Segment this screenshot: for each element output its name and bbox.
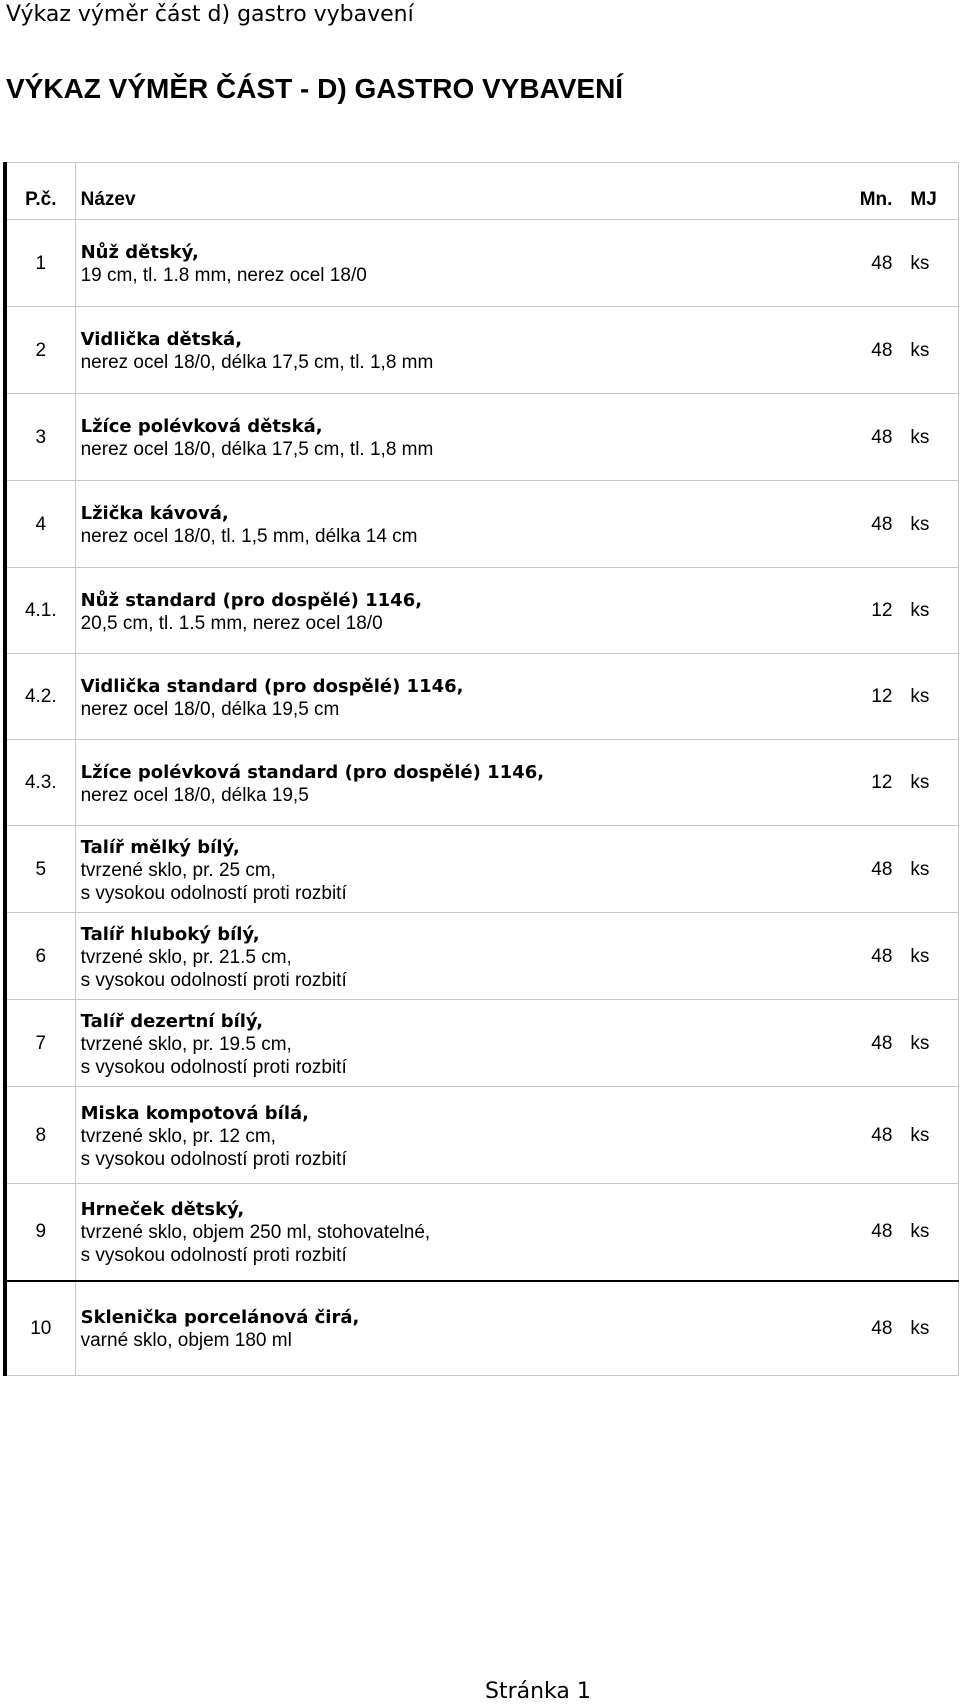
item-quantity: 48 — [838, 394, 910, 481]
item-quantity: 48 — [838, 1281, 910, 1376]
item-description — [75, 1000, 838, 1087]
item-title: Sklenička porcelánová čirá, — [80, 1307, 360, 1329]
item-quantity: 48 — [838, 481, 910, 568]
row-number: 8 — [5, 1087, 75, 1184]
item-unit: ks — [910, 913, 958, 1000]
table-row — [5, 913, 959, 1000]
item-title: Miska kompotová bílá, — [80, 1102, 309, 1124]
item-unit: ks — [910, 826, 958, 913]
item-quantity: 12 — [838, 740, 910, 826]
table-row — [5, 220, 959, 307]
table-body — [5, 220, 959, 1376]
item-description — [75, 1281, 838, 1376]
item-title: Nůž standard (pro dospělé) 1146, — [80, 589, 423, 611]
item-unit: ks — [910, 654, 958, 740]
item-spec-line: nerez ocel 18/0, délka 17,5 cm, tl. 1,8 mm — [80, 439, 434, 460]
item-quantity: 48 — [838, 826, 910, 913]
item-description — [75, 1184, 838, 1281]
item-spec-line: nerez ocel 18/0, délka 19,5 cm — [80, 698, 340, 720]
item-title: Talíř dezertní bílý, — [80, 1010, 264, 1032]
table-row — [5, 1281, 959, 1376]
item-spec-line: s vysokou odolností proti rozbití — [80, 969, 347, 991]
item-spec-line: s vysokou odolností proti rozbití — [80, 1056, 347, 1078]
item-unit: ks — [910, 481, 958, 568]
item-quantity: 48 — [838, 913, 910, 1000]
item-spec-line: tvrzené sklo, pr. 19.5 cm, — [80, 1033, 292, 1055]
item-description — [75, 568, 838, 654]
item-quantity: 48 — [838, 1087, 910, 1184]
table-row — [5, 1087, 959, 1184]
table-header-row — [5, 163, 959, 220]
header-unit: MJ — [910, 163, 958, 220]
item-unit: ks — [910, 1087, 958, 1184]
item-title: Vidlička standard (pro dospělé) 1146, — [80, 675, 464, 697]
item-description — [75, 740, 838, 826]
item-title: Lžíce polévková standard (pro dospělé) 1146, — [80, 761, 545, 783]
item-spec-line: nerez ocel 18/0, tl. 1,5 mm, délka 14 cm — [80, 526, 418, 547]
bill-of-quantities-table — [3, 162, 959, 1376]
row-number: 4.1. — [5, 568, 75, 654]
item-title: Talíř hluboký bílý, — [80, 923, 260, 945]
items-table — [3, 162, 959, 1376]
item-description — [75, 220, 838, 307]
item-quantity: 12 — [838, 568, 910, 654]
item-unit: ks — [910, 307, 958, 394]
table-row — [5, 1184, 959, 1281]
item-spec-line: 20,5 cm, tl. 1.5 mm, nerez ocel 18/0 — [80, 612, 383, 634]
row-number: 3 — [5, 394, 75, 481]
item-description — [75, 654, 838, 740]
item-title: Nůž dětský, — [80, 242, 199, 263]
row-number: 6 — [5, 913, 75, 1000]
page-number: Stránka 1 — [485, 1679, 591, 1704]
document-title: VÝKAZ VÝMĚR ČÁST - D) GASTRO VYBAVENÍ — [6, 73, 624, 104]
table-row — [5, 654, 959, 740]
header-pc: P.č. — [5, 163, 75, 220]
table-row — [5, 826, 959, 913]
item-quantity: 48 — [838, 220, 910, 307]
header-quantity: Mn. — [838, 163, 910, 220]
item-title: Lžíce polévková dětská, — [80, 416, 323, 437]
row-number: 1 — [5, 220, 75, 307]
item-spec-line: 19 cm, tl. 1.8 mm, nerez ocel 18/0 — [80, 265, 367, 286]
item-title: Vidlička dětská, — [80, 329, 243, 350]
table-row — [5, 307, 959, 394]
item-spec-line: tvrzené sklo, pr. 25 cm, — [80, 859, 276, 881]
item-spec-line: tvrzené sklo, pr. 12 cm, — [80, 1125, 276, 1147]
item-description — [75, 1087, 838, 1184]
item-quantity: 48 — [838, 1000, 910, 1087]
table-row — [5, 394, 959, 481]
item-title: Hrneček dětský, — [80, 1199, 245, 1221]
item-description — [75, 826, 838, 913]
item-quantity: 48 — [838, 307, 910, 394]
item-unit: ks — [910, 1281, 958, 1376]
item-description — [75, 913, 838, 1000]
item-title: Lžička kávová, — [80, 503, 229, 524]
item-spec-line: tvrzené sklo, pr. 21.5 cm, — [80, 946, 292, 968]
item-unit: ks — [910, 394, 958, 481]
item-quantity: 48 — [838, 1184, 910, 1281]
row-number: 9 — [5, 1184, 75, 1281]
item-spec-line: nerez ocel 18/0, délka 19,5 — [80, 784, 309, 806]
item-unit: ks — [910, 740, 958, 826]
table-row — [5, 740, 959, 826]
item-spec-line: tvrzené sklo, objem 250 ml, stohovatelné, — [80, 1222, 431, 1244]
item-title: Talíř mělký bílý, — [80, 836, 240, 858]
item-spec-line: s vysokou odolností proti rozbití — [80, 1245, 347, 1267]
item-quantity: 12 — [838, 654, 910, 740]
row-number: 7 — [5, 1000, 75, 1087]
item-description — [75, 307, 838, 394]
row-number: 4.2. — [5, 654, 75, 740]
item-spec-line: s vysokou odolností proti rozbití — [80, 882, 347, 904]
row-number: 10 — [5, 1281, 75, 1376]
table-row — [5, 568, 959, 654]
item-spec-line: s vysokou odolností proti rozbití — [80, 1148, 347, 1170]
table-row — [5, 1000, 959, 1087]
item-unit: ks — [910, 1000, 958, 1087]
item-description — [75, 394, 838, 481]
row-number: 5 — [5, 826, 75, 913]
row-number: 4.3. — [5, 740, 75, 826]
item-unit: ks — [910, 568, 958, 654]
item-spec-line: nerez ocel 18/0, délka 17,5 cm, tl. 1,8 mm — [80, 352, 434, 373]
item-spec-line: varné sklo, objem 180 ml — [80, 1330, 292, 1352]
row-number: 4 — [5, 481, 75, 568]
item-description — [75, 481, 838, 568]
item-unit: ks — [910, 220, 958, 307]
header-name: Název — [75, 163, 838, 220]
row-number: 2 — [5, 307, 75, 394]
document-caption: Výkaz výměr část d) gastro vybavení — [6, 2, 414, 27]
item-unit: ks — [910, 1184, 958, 1281]
table-row — [5, 481, 959, 568]
